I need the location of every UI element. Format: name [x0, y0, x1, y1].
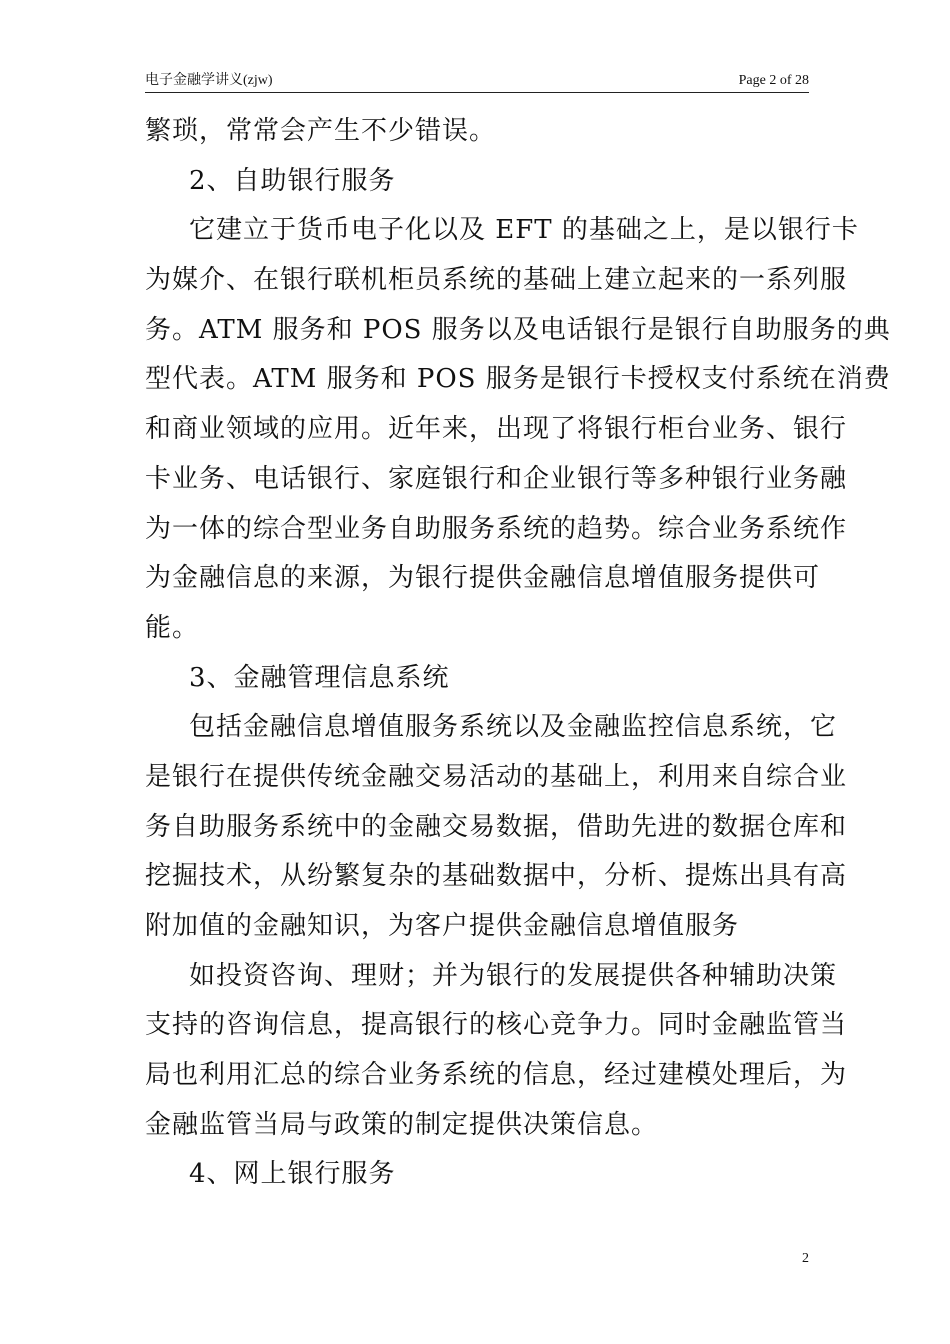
section-heading: 4、网上银行服务 — [189, 1159, 396, 1190]
document-body — [145, 107, 891, 1200]
text-line: 为一体的综合型业务自助服务系统的趋势。综合业务系统作 — [145, 513, 848, 544]
text-line: 局也利用汇总的综合业务系统的信息，经过建模处理后，为 — [145, 1060, 848, 1091]
text-line: 附加值的金融知识，为客户提供金融信息增值服务 — [145, 911, 740, 941]
header-page-info: Page 2 of 28 — [738, 73, 809, 88]
text-line: 挖掘技术，从纷繁复杂的基础数据中，分析、提炼出具有高 — [145, 861, 848, 892]
section-heading: 2、自助银行服务 — [189, 165, 396, 196]
text-line: 它建立于货币电子化以及 EFT 的基础之上，是以银行卡 — [189, 215, 859, 246]
header-title: 电子金融学讲义(zjw) — [145, 73, 273, 88]
page-header — [145, 70, 809, 93]
text-line: 卡业务、电话银行、家庭银行和企业银行等多种银行业务融 — [145, 463, 848, 494]
text-line: 务。ATM 服务和 POS 服务以及电话银行是银行自助服务的典 — [145, 314, 891, 345]
text-line: 为金融信息的来源，为银行提供金融信息增值服务提供可 — [145, 563, 821, 594]
text-line: 繁琐，常常会产生不少错误。 — [145, 116, 497, 146]
text-line: 能。 — [145, 612, 200, 643]
text-line: 务自助服务系统中的金融交易数据，借助先进的数据仓库和 — [145, 811, 848, 842]
text-line: 金融监管当局与政策的制定提供决策信息。 — [145, 1109, 659, 1140]
page-number: 2 — [802, 1251, 809, 1266]
text-line: 为媒介、在银行联机柜员系统的基础上建立起来的一系列服 — [145, 265, 848, 296]
section-heading: 3、金融管理信息系统 — [189, 662, 450, 693]
text-line: 包括金融信息增值服务系统以及金融监控信息系统，它 — [189, 712, 838, 743]
text-line: 是银行在提供传统金融交易活动的基础上，利用来自综合业 — [145, 761, 848, 792]
text-line: 如投资咨询、理财；并为银行的发展提供各种辅助决策 — [189, 960, 838, 991]
text-line: 和商业领域的应用。近年来，出现了将银行柜台业务、银行 — [145, 414, 848, 445]
text-line: 型代表。ATM 服务和 POS 服务是银行卡授权支付系统在消费 — [145, 364, 891, 395]
text-line: 支持的咨询信息，提高银行的核心竞争力。同时金融监管当 — [145, 1010, 848, 1041]
